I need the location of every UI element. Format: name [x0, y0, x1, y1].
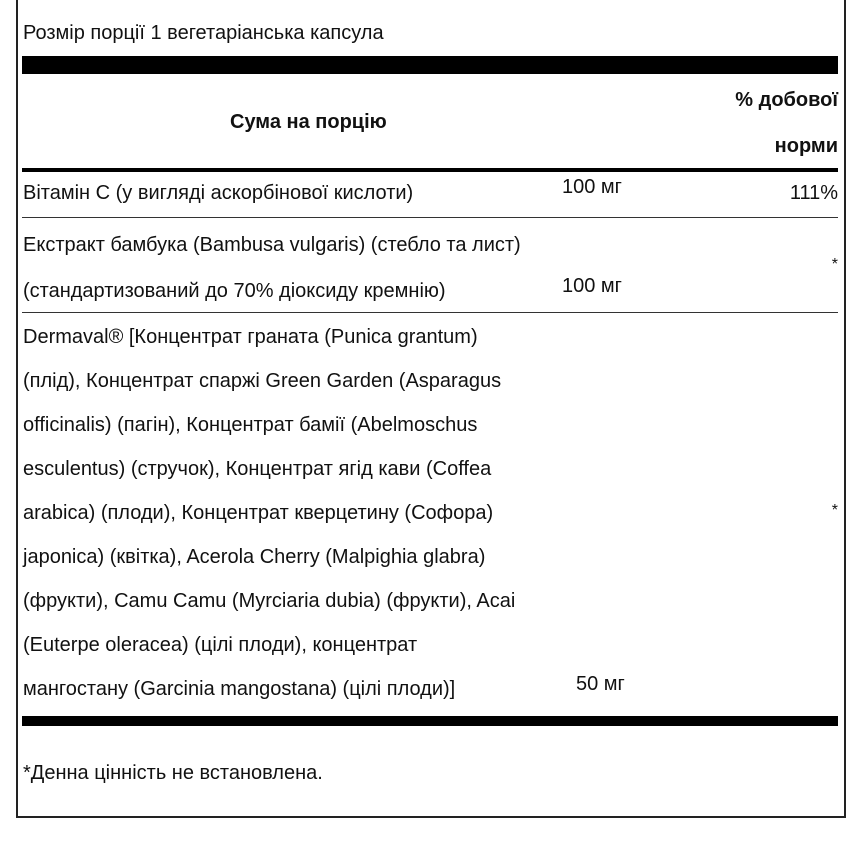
- ingredient-dermaval-line: (фрукти), Camu Camu (Myrciaria dubia) (фрукти), Acai: [23, 590, 516, 612]
- row-divider: [22, 312, 838, 313]
- header-divider: [22, 168, 838, 172]
- daily-value-header-line1: % добової: [735, 89, 838, 111]
- ingredient-dermaval-line: japonica) (квітка), Acerola Cherry (Malpighia glabra): [23, 546, 486, 568]
- amount-per-serving-header: Сума на порцію: [230, 111, 387, 133]
- serving-size: Розмір порції 1 вегетаріанська капсула: [23, 22, 384, 44]
- ingredient-dermaval-daily-value: *: [831, 502, 838, 519]
- ingredient-dermaval-line: Dermaval® [Концентрат граната (Punica grantum): [23, 326, 478, 348]
- ingredient-dermaval-line: esculentus) (стручок), Концентрат ягід кави (Coffea: [23, 458, 492, 480]
- ingredient-dermaval-line: мангостану (Garcinia mangostana) (цілі плоди)]: [23, 678, 456, 700]
- ingredient-vitamin-c-name: Вітамін С (у вигляді аскорбінової кислоти): [23, 182, 414, 204]
- ingredient-dermaval-line: arabica) (плоди), Концентрат кверцетину (Софора): [23, 502, 494, 524]
- footnote: *Денна цінність не встановлена.: [23, 762, 323, 784]
- ingredient-vitamin-c-daily-value: 111%: [789, 182, 838, 204]
- ingredient-vitamin-c-amount: 100 мг: [562, 176, 622, 198]
- top-divider-bar: [22, 56, 838, 74]
- ingredient-bamboo-amount: 100 мг: [562, 275, 622, 297]
- ingredient-bamboo-line: Екстракт бамбука (Bambusa vulgaris) (стебло та лист): [23, 234, 521, 256]
- daily-value-header-line2: норми: [774, 135, 838, 157]
- ingredient-bamboo-daily-value: *: [831, 256, 838, 273]
- ingredient-dermaval-amount: 50 мг: [576, 673, 625, 695]
- ingredient-bamboo-line: (стандартизований до 70% діоксиду кремнію): [23, 280, 446, 302]
- bottom-divider-bar: [22, 716, 838, 726]
- row-divider: [22, 217, 838, 218]
- ingredient-dermaval-line: (Euterpe oleracea) (цілі плоди), концентрат: [23, 634, 418, 656]
- ingredient-dermaval-line: officinalis) (пагін), Концентрат бамії (Abelmoschus: [23, 414, 478, 436]
- ingredient-dermaval-line: (плід), Концентрат спаржі Green Garden (Asparagus: [23, 370, 502, 392]
